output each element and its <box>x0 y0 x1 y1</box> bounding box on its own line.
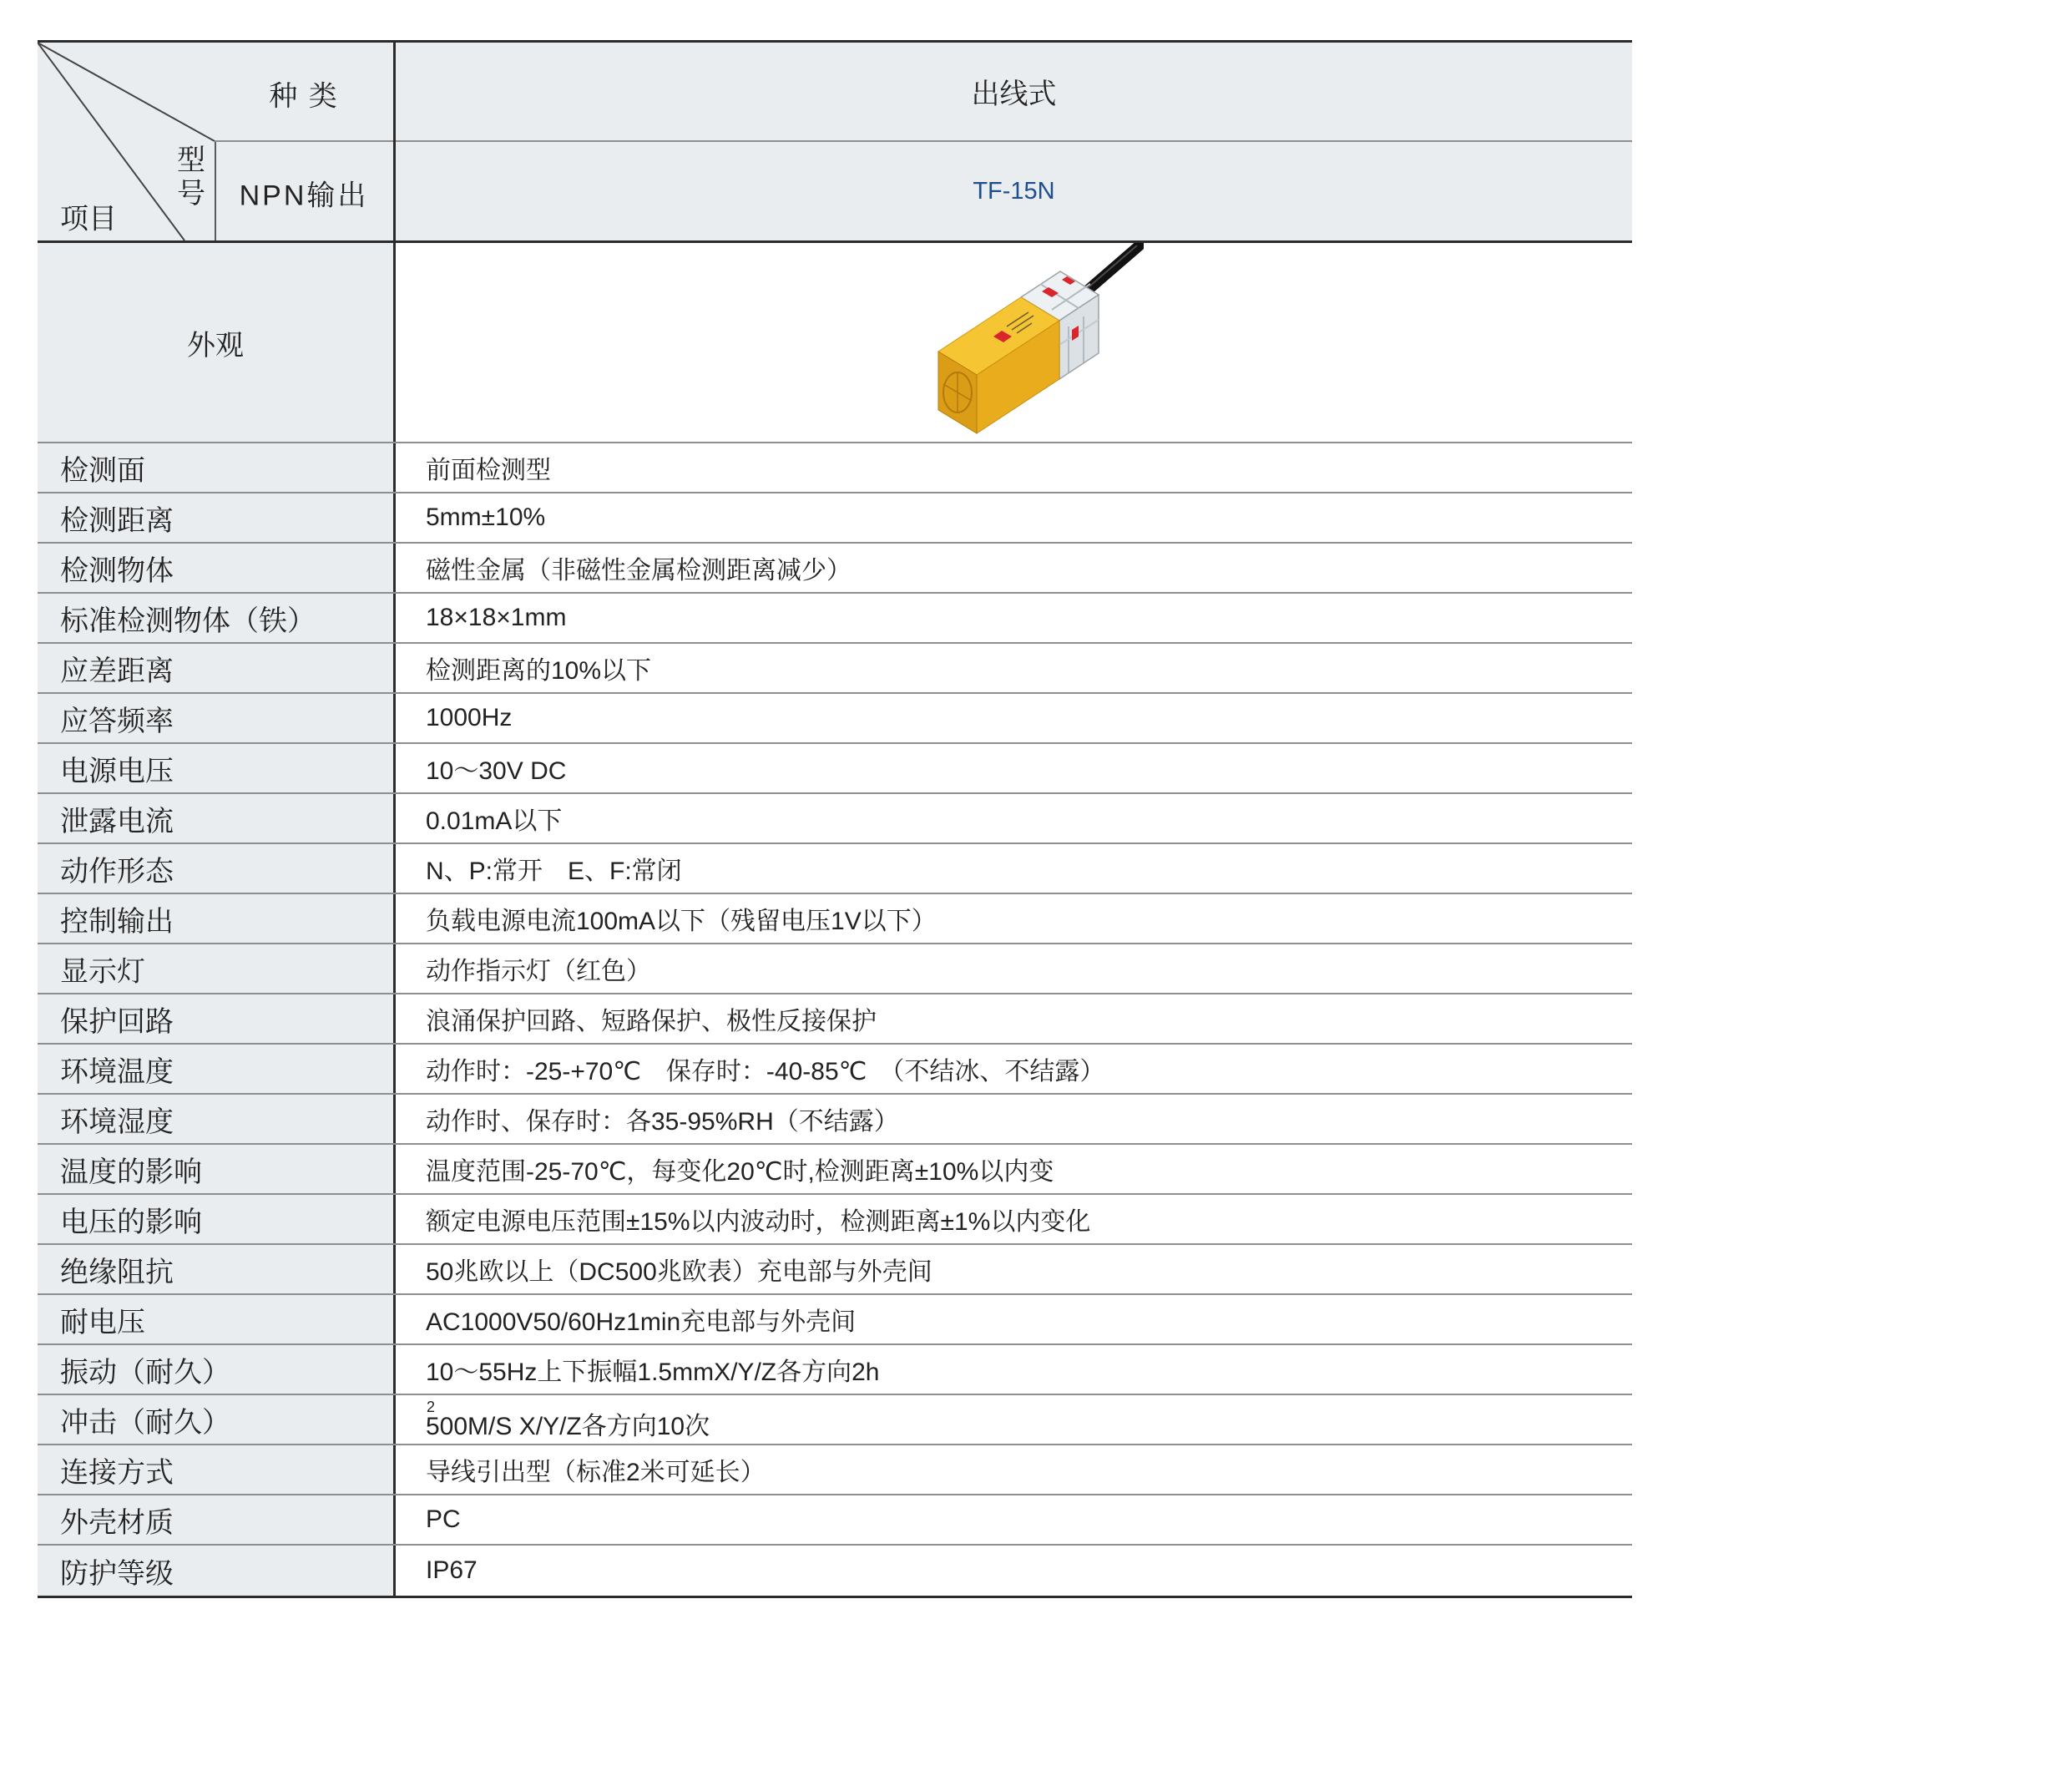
spec-row-value-superscript: 2 <box>427 1399 436 1415</box>
model-value: TF-15N <box>973 177 1055 205</box>
spec-row-value: 500M/S X/Y/Z各方向10次 <box>426 1413 710 1440</box>
spec-row-label: 检测距离 <box>38 493 396 542</box>
spec-row-label: 标准检测物体（铁） <box>38 594 396 642</box>
spec-row-value: 5mm±10% <box>426 503 546 531</box>
spec-row <box>38 1345 1632 1395</box>
spec-row-label: 检测物体 <box>38 544 396 592</box>
header-horizontal-divider <box>215 140 393 142</box>
sensor-yellow-body <box>938 297 1059 433</box>
spec-row-value: 前面检测型 <box>426 457 551 484</box>
spec-row-label: 耐电压 <box>38 1295 396 1343</box>
spec-row <box>38 594 1632 644</box>
header-corner-cell <box>38 43 396 240</box>
spec-row-label: 应答频率 <box>38 694 396 742</box>
spec-row <box>38 1245 1632 1295</box>
spec-row <box>38 694 1632 744</box>
spec-row <box>38 1495 1632 1546</box>
spec-row-value-cell <box>396 1495 1632 1544</box>
spec-row-value: IP67 <box>426 1556 478 1584</box>
spec-row-value: 导线引出型（标准2米可延长） <box>426 1459 766 1486</box>
spec-row-value: 10～55Hz上下振幅1.5mmX/Y/Z各方向2h <box>426 1359 880 1386</box>
spec-row-label: 电压的影响 <box>38 1195 396 1243</box>
spec-row <box>38 1145 1632 1195</box>
category-value-cell <box>396 43 1632 142</box>
spec-row-value-cell <box>396 594 1632 642</box>
spec-row-label: 振动（耐久） <box>38 1345 396 1394</box>
spec-row <box>38 794 1632 844</box>
spec-row-label: 防护等级 <box>38 1546 396 1596</box>
spec-table <box>38 40 1632 1598</box>
spec-row-label: 控制输出 <box>38 894 396 943</box>
spec-row-value-cell <box>396 1546 1632 1596</box>
spec-row-value-cell <box>396 744 1632 792</box>
model-value-cell <box>396 142 1632 240</box>
spec-row-value: 动作时：-25-+70℃ 保存时：-40-85℃ （不结冰、不结露） <box>426 1058 1105 1085</box>
spec-row-value-cell <box>396 894 1632 943</box>
spec-row-value-cell <box>396 1245 1632 1293</box>
spec-row-value-cell <box>396 844 1632 893</box>
output-type-label: NPN输出 <box>239 180 369 212</box>
spec-row-value-cell <box>396 794 1632 842</box>
table-header <box>38 43 1632 243</box>
spec-row-value: 检测距离的10%以下 <box>426 657 652 685</box>
spec-row-value-cell <box>396 1395 1632 1444</box>
spec-row-label: 外壳材质 <box>38 1495 396 1544</box>
category-value: 出线式 <box>971 78 1057 110</box>
header-values <box>396 43 1632 240</box>
appearance-row <box>38 243 1632 443</box>
spec-row-value: 负载电源电流100mA以下（残留电压1V以下） <box>426 908 937 935</box>
spec-row-value: 动作时、保存时：各35-95%RH（不结露） <box>426 1108 899 1136</box>
spec-row-value: 温度范围-25-70℃，每变化20℃时,检测距离±10%以内变 <box>426 1158 1054 1186</box>
spec-row-label: 冲击（耐久） <box>38 1395 396 1444</box>
spec-row-label: 连接方式 <box>38 1445 396 1494</box>
spec-row-value-cell <box>396 493 1632 542</box>
model-label: 型号 <box>172 144 205 211</box>
spec-row-value-cell <box>396 1295 1632 1343</box>
spec-row-value-cell <box>396 1045 1632 1093</box>
spec-row-value-cell <box>396 1195 1632 1243</box>
spec-row-value: N、P:常开 E、F:常闭 <box>426 858 682 885</box>
spec-row-label: 环境温度 <box>38 1045 396 1093</box>
spec-row <box>38 1295 1632 1345</box>
spec-row-value-cell <box>396 544 1632 592</box>
spec-rows <box>38 443 1632 1596</box>
category-label: 种 类 <box>269 80 339 113</box>
appearance-label: 外观 <box>38 243 396 442</box>
spec-row-value-cell <box>396 644 1632 692</box>
spec-row-label: 应差距离 <box>38 644 396 692</box>
spec-row <box>38 744 1632 794</box>
spec-row-value: 10～30V DC <box>426 757 567 785</box>
spec-row-label: 显示灯 <box>38 944 396 993</box>
proximity-sensor-image <box>935 243 1144 435</box>
spec-row <box>38 544 1632 594</box>
spec-row-value-cell <box>396 1095 1632 1143</box>
spec-row <box>38 443 1632 493</box>
spec-row-value: 50兆欧以上（DC500兆欧表）充电部与外壳间 <box>426 1258 932 1286</box>
spec-row-value: 浪涌保护回路、短路保护、极性反接保护 <box>426 1008 877 1035</box>
spec-row <box>38 1095 1632 1145</box>
spec-row-value: PC <box>426 1505 461 1533</box>
spec-row-value-cell <box>396 994 1632 1043</box>
spec-row <box>38 1546 1632 1596</box>
spec-row-label: 绝缘阻抗 <box>38 1245 396 1293</box>
spec-row-value-cell <box>396 694 1632 742</box>
spec-row-value: 18×18×1mm <box>426 604 567 631</box>
spec-row <box>38 844 1632 894</box>
spec-row-value-cell <box>396 944 1632 993</box>
spec-row-value: 动作指示灯（红色） <box>426 958 651 985</box>
spec-row <box>38 994 1632 1045</box>
spec-row-value: AC1000V50/60Hz1min充电部与外壳间 <box>426 1308 857 1336</box>
spec-row <box>38 1195 1632 1245</box>
spec-row <box>38 944 1632 994</box>
spec-row <box>38 1045 1632 1095</box>
spec-row-value-cell <box>396 443 1632 492</box>
spec-row-value-cell <box>396 1445 1632 1494</box>
spec-row-value-cell <box>396 1345 1632 1394</box>
appearance-image-cell <box>396 243 1632 442</box>
spec-row-label: 动作形态 <box>38 844 396 893</box>
spec-row-label: 泄露电流 <box>38 794 396 842</box>
spec-row-label: 保护回路 <box>38 994 396 1043</box>
spec-row-label: 检测面 <box>38 443 396 492</box>
spec-row <box>38 1395 1632 1445</box>
spec-row-value: 额定电源电压范围±15%以内波动时，检测距离±1%以内变化 <box>426 1208 1091 1236</box>
spec-row-value: 磁性金属（非磁性金属检测距离减少） <box>426 557 852 584</box>
spec-row <box>38 1445 1632 1495</box>
spec-row-label: 电源电压 <box>38 744 396 792</box>
spec-row-label: 环境湿度 <box>38 1095 396 1143</box>
spec-row <box>38 644 1632 694</box>
spec-row-value: 1000Hz <box>426 704 513 731</box>
header-vertical-divider <box>215 142 216 240</box>
spec-row <box>38 493 1632 544</box>
spec-row <box>38 894 1632 944</box>
spec-row-value: 0.01mA以下 <box>426 807 563 835</box>
item-label: 项目 <box>60 203 117 235</box>
spec-row-value-cell <box>396 1145 1632 1193</box>
spec-row-label: 温度的影响 <box>38 1145 396 1193</box>
